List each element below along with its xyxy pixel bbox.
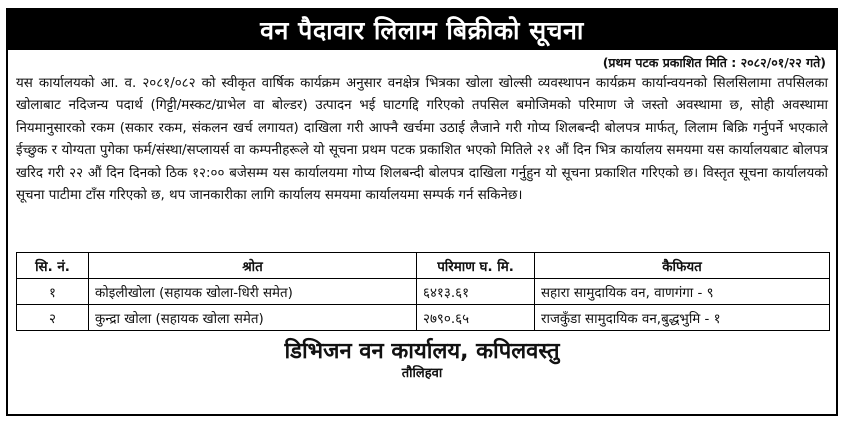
office-location: तौलिहवा <box>401 366 443 381</box>
header-source: श्रोत <box>89 253 417 279</box>
cell-serial: २ <box>17 305 89 331</box>
table-header-row <box>17 253 830 279</box>
cell-quantity: ६४१३.६१ <box>417 279 535 305</box>
lots-table <box>16 252 830 331</box>
table-row <box>17 279 830 305</box>
cell-quantity: २७९०.६५ <box>417 305 535 331</box>
cell-serial: १ <box>17 279 89 305</box>
notice-title: वन पैदावार लिलाम बिक्रीको सूचना <box>8 10 836 50</box>
office-name: डिभिजन वन कार्यालय, कपिलवस्तु <box>284 339 560 364</box>
cell-source: कोइलीखोला (सहायक खोला-धिरी समेत) <box>89 279 417 305</box>
notice-body: यस कार्यालयको आ. व. २०८१/०८२ को स्वीकृत वार्षिक कार्यक्रम अनुसार वनक्षेत्र भित्रका खोला खोल्सी व्यवस्थापन कार्यक्रम कार्यान्वयनको सिलसिलामा तपसिलका खोलाबाट नदिजन्य पदार्थ (गिट्टी/मस्कट/ग्राभेल वा बोल्डर) उत्पादन भई घाटगद्दि गरिएको तपसिल बमोजिमको परिमाण जे जस्तो अवस्थामा छ, सोही अवस्थामा नियमानुसारको रकम (सकार रकम, संकलन खर्च लगायत) दाखिला गरी आफ्नै खर्चमा उठाई लैजाने गरी गोप्य शिलबन्दी बोलपत्र मार्फत्, लिलाम बिक्रि गर्नुपर्ने भएकाले ईच्छुक र योग्यता पुगेका फर्म/संस्था/सप्लायर्स वा कम्पनीहरूले यो सूचना प्रथम पटक प्रकाशित भएको मितिले २१ औं दिन भित्र कार्यालय समयमा यस कार्यालयबाट बोलपत्र खरिद गरी २२ औं दिन दिनको ठिक १२:०० बजेसम्म यस कार्यालयमा गोप्य शिलबन्दी बोलपत्र दाखिला गर्नुहुन यो सूचना प्रकाशित गरिएको छ। विस्तृत सूचना कार्यालयको सूचना पाटीमा टाँस गरिएको छ, थप जानकारीका लागि कार्यालय समयमा कार्यालयमा सम्पर्क गर्न सकिनेछ। <box>16 76 828 204</box>
publication-date: (प्रथम पटक प्रकाशित मिति : २०८२/०१/२२ गते) <box>602 55 826 70</box>
header-serial: सि. नं. <box>17 253 89 279</box>
header-remarks: कैफियत <box>535 253 830 279</box>
cell-remarks: सहारा सामुदायिक वन, वाणगंगा - ९ <box>535 279 830 305</box>
table-row <box>17 305 830 331</box>
notice-panel <box>6 8 838 416</box>
cell-remarks: राजकुँडा सामुदायिक वन,बुद्धभुमि - १ <box>535 305 830 331</box>
header-quantity: परिमाण घ. मि. <box>417 253 535 279</box>
cell-source: कुन्द्रा खोला (सहायक खोला समेत) <box>89 305 417 331</box>
